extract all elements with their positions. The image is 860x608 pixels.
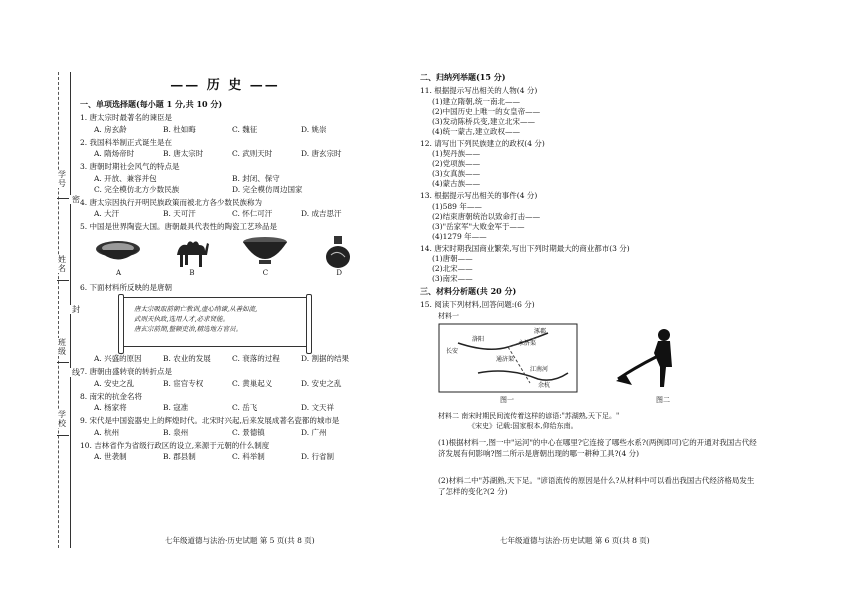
- bowl-image: [94, 235, 142, 269]
- left-page: [80, 74, 370, 465]
- option: B. 封闭、保守: [232, 173, 280, 183]
- binding-blank: [57, 280, 69, 281]
- option: C. 景德镇: [232, 427, 265, 437]
- material-text: 材料二 南宋时期民间流传着这样的谚语:"苏湖熟,天下足。": [438, 411, 620, 420]
- question-stem: 1. 唐太宗时最著名的谏臣是: [80, 113, 173, 122]
- question-stem: 2. 我国科举制正式诞生是在: [80, 137, 173, 147]
- binding-label-class: 班级: [58, 338, 66, 356]
- question-stem: 4. 唐太宗因执行开明民族政策而被北方各少数民族称为: [80, 197, 263, 207]
- figures: [438, 323, 688, 393]
- question-stem: 10. 吉林省作为省级行政区的设立,来源于元朝的什么制度: [80, 440, 270, 450]
- scroll-line: 唐太宗吸取前朝亡教训,虚心纳谏,从善如流,: [134, 305, 258, 313]
- sub-item: (3)"岳家军"大败金军于——: [432, 221, 525, 231]
- binding-line: [58, 72, 68, 548]
- sub-item: (1)589 年——: [432, 201, 482, 211]
- question-stem: 5. 中国是世界陶瓷大国。唐朝最具代表性的陶瓷工艺珍品是: [80, 222, 278, 231]
- option: D. 安史之乱: [301, 378, 342, 388]
- binding-blank: [57, 435, 69, 436]
- image-label: D: [336, 268, 342, 277]
- image-label: A: [116, 268, 122, 277]
- option: C. 科举制: [232, 452, 265, 461]
- page-title: —— 历 史 ——: [170, 78, 280, 93]
- binding-blank: [57, 362, 69, 363]
- option: D. 成吉思汗: [301, 209, 342, 218]
- scroll-line: 唐玄宗前期,整顿吏治,精选地方官员。: [134, 325, 243, 333]
- option: D. 行省制: [301, 452, 335, 461]
- binding-label-school: 学校: [58, 410, 66, 428]
- sub-item: (2)中国历史上唯一的女皇帝——: [432, 106, 541, 116]
- option: A. 隋炀帝时: [94, 149, 135, 158]
- options-row: [80, 378, 370, 389]
- page-footer: 七年级道德与法治·历史试题 第 6 页(共 8 页): [500, 536, 650, 545]
- option: B. 郡县制: [163, 452, 196, 461]
- map-label: 余杭: [538, 381, 551, 389]
- sub-item: (1)唐朝——: [432, 254, 473, 263]
- question-stem: 9. 宋代是中国瓷器史上的辉煌时代。北宋时兴起,后来发展成著名瓷都的城市是: [80, 416, 340, 425]
- image-label: B: [189, 268, 195, 277]
- sub-item: (2)北宋——: [432, 264, 473, 273]
- sub-item: (2)党项族——: [432, 159, 481, 168]
- sub-item: (2)结束唐朝统治以致命打击——: [432, 211, 541, 221]
- material-scroll: [120, 297, 310, 347]
- option: C. 岳飞: [232, 403, 258, 412]
- binding-mark: 线: [72, 368, 80, 377]
- option: D. 割据的结果: [301, 354, 350, 363]
- question-stem: 6. 下面材料所反映的是唐朝: [80, 282, 173, 292]
- map-label: 涿郡: [534, 327, 547, 335]
- option: B. 唐太宗时: [163, 149, 204, 158]
- binding-label-name: 姓名: [58, 255, 66, 273]
- option: A. 世袭制: [94, 452, 127, 461]
- options-row: [80, 353, 370, 364]
- options-row: [80, 427, 370, 438]
- binding-label-student-no: 学号: [58, 170, 66, 188]
- question-stem: 14. 唐宋时期我国商业繁荣,写出下列时期最大的商业都市(3 分): [420, 243, 630, 253]
- option: A. 兴盛的原因: [94, 354, 142, 363]
- figure-caption: 图二: [656, 395, 670, 404]
- option: A. 开放、兼容并包: [94, 173, 157, 183]
- question-stem: 7. 唐朝由盛转衰的转折点是: [80, 367, 173, 376]
- material-label: 材料一: [438, 311, 459, 320]
- section-heading: 一、单项选择题(每小题 1 分,共 10 分): [80, 99, 223, 109]
- map-label: 洛阳: [472, 335, 485, 343]
- figure-caption: 图一: [500, 395, 514, 404]
- option: D. 广州: [301, 427, 327, 437]
- page-footer: 七年级道德与法治·历史试题 第 5 页(共 8 页): [165, 536, 315, 545]
- option: C. 怀仁可汗: [232, 209, 273, 218]
- sub-question: (2)材料二中"苏湖熟,天下足。"谚语流传的原因是什么?从材料中可以看出我国古代经济格局发生了怎样的变化?(2 分): [438, 475, 755, 496]
- question-stem: 15. 阅读下列材料,回答问题:(6 分): [420, 300, 535, 309]
- binding-mark: 密: [72, 195, 80, 204]
- options-row: [80, 124, 370, 135]
- map-label: 长安: [446, 347, 459, 355]
- section-heading: 二、归纳列举题(15 分): [420, 72, 506, 82]
- option: A. 安史之乱: [94, 378, 135, 388]
- large-bowl-image: [241, 235, 289, 269]
- canal-map-image: [438, 323, 578, 393]
- option: B. 泉州: [163, 427, 189, 437]
- options-row: [80, 184, 370, 195]
- material-text: 《宋史》记载:国家根本,仰给东南。: [468, 421, 578, 430]
- figure-captions: [500, 395, 670, 405]
- option: B. 宦官专权: [163, 378, 204, 388]
- options-row: [80, 402, 370, 413]
- option: C. 完全模仿北方少数民族: [94, 184, 180, 194]
- question-stem: 12. 请写出下列民族建立的政权(4 分): [420, 138, 545, 148]
- option: C. 武则天时: [232, 149, 273, 158]
- sub-item: (3)女真族——: [432, 169, 481, 178]
- map-label: 江南河: [530, 365, 549, 373]
- sub-question: (1)根据材料一,图一中"运河"的中心在哪里?它连接了哪些水系?(两例即可)它的开通对我国古代经济发展有何影响?图二所示是唐朝出现的哪一耕种工具?(4 分): [438, 437, 757, 458]
- options-row: [80, 148, 370, 159]
- map-label: 永济渠: [518, 339, 537, 347]
- binding-blank: [57, 198, 69, 199]
- sub-item: (4)统一蒙古,建立政权——: [432, 126, 521, 136]
- option: D. 姚崇: [301, 124, 327, 134]
- options-row: [80, 451, 370, 462]
- image-label: C: [262, 268, 269, 277]
- option: A. 杨家将: [94, 403, 127, 412]
- option: C. 黄巢起义: [232, 378, 273, 388]
- image-labels: [80, 269, 370, 277]
- option: A. 大汗: [94, 209, 120, 218]
- sub-item: (1)契丹族——: [432, 149, 481, 158]
- binding-mark: 封: [72, 305, 80, 314]
- question-stem: 11. 根据提示写出相关的人物(4 分): [420, 86, 538, 95]
- option: B. 杜如晦: [163, 124, 196, 134]
- question-stem: 8. 南宋的抗金名将: [80, 391, 143, 401]
- question-stem: 3. 唐朝时期社会风气的特点是: [80, 162, 180, 171]
- option: B. 天可汗: [163, 209, 196, 218]
- option: A. 房玄龄: [94, 124, 127, 134]
- option: C. 衰落的过程: [232, 354, 280, 363]
- option: B. 农业的发展: [163, 354, 211, 363]
- option: D. 文天祥: [301, 403, 335, 412]
- sub-item: (3)南宋——: [432, 274, 473, 283]
- sub-item: (3)发动陈桥兵变,建立北宋——: [432, 116, 536, 126]
- option: D. 完全模仿周边国家: [232, 184, 303, 194]
- camel-figurine-image: [167, 235, 215, 269]
- sub-item: (4)1279 年——: [432, 231, 487, 241]
- option: D. 唐玄宗时: [301, 149, 342, 158]
- right-page: [420, 70, 760, 497]
- options-row: [80, 208, 370, 219]
- section-heading: 三、材料分析题(共 20 分): [420, 286, 517, 296]
- option: C. 魏征: [232, 124, 258, 134]
- options-row: [80, 173, 370, 184]
- question-stem: 13. 根据提示写出相关的事件(4 分): [420, 191, 538, 200]
- plow-farmer-image: [608, 323, 688, 393]
- option: A. 杭州: [94, 427, 120, 437]
- pottery-images: [80, 233, 370, 269]
- sub-item: (4)蒙古族——: [432, 179, 481, 188]
- map-label: 通济渠: [496, 355, 515, 363]
- vase-image: [314, 235, 362, 269]
- option: B. 寇准: [163, 403, 189, 412]
- sub-item: (1)建立隋朝,统一南北——: [432, 96, 521, 106]
- scroll-line: 武则天执政,选用人才,必求贤能。: [134, 315, 230, 323]
